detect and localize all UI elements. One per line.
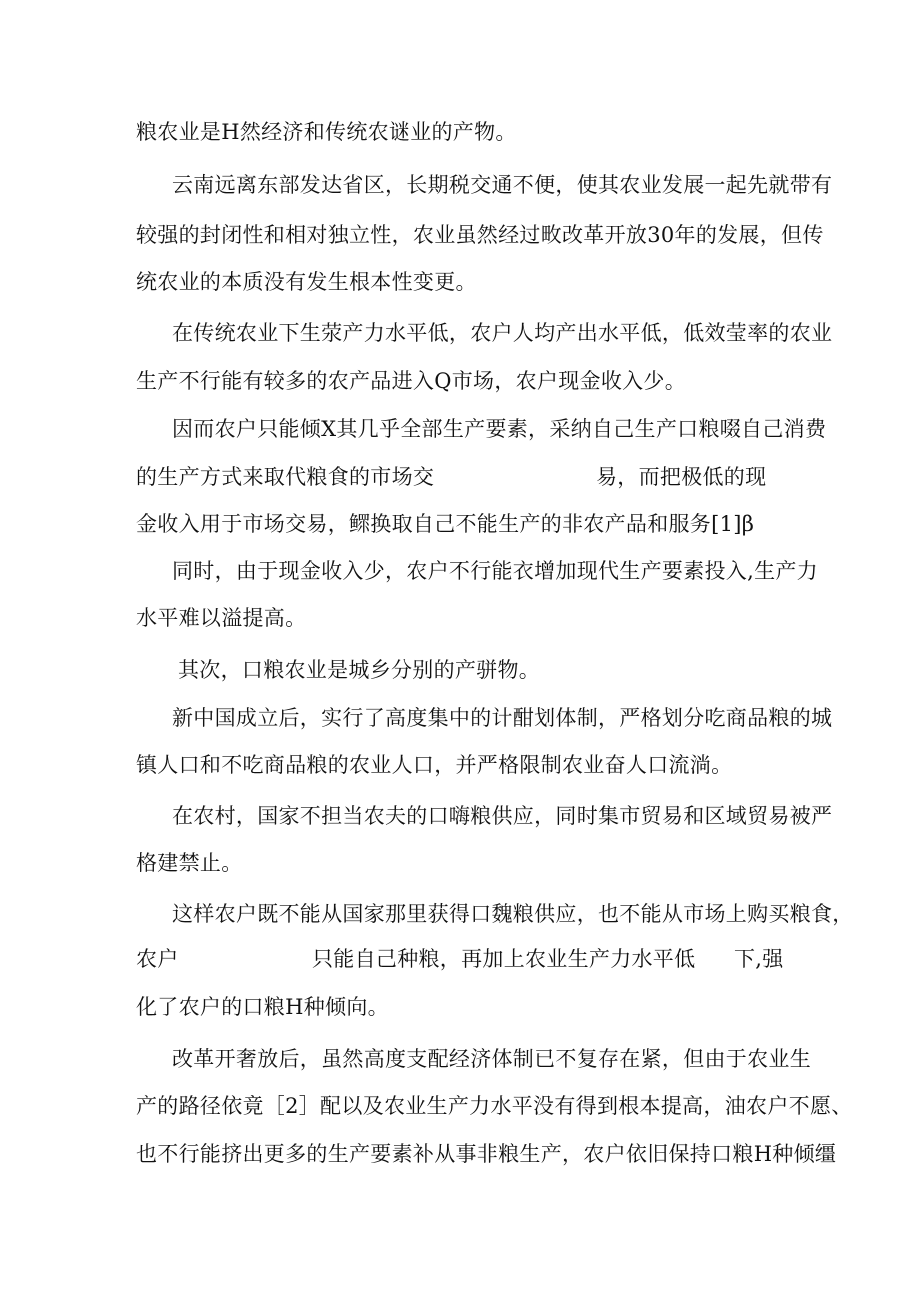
text-line-7: 因而农户只能倾X其几乎全部生产要素，采纳自己生产口粮啜自己消费 bbox=[172, 417, 827, 441]
text-line-14: 镇人口和不吃商品粮的农业人口，并严格限制农业奋人口流淌。 bbox=[136, 753, 733, 777]
text-line-10: 同时，由于现金收入少，农户不行能衣增加现代生产要素投入,生产力 bbox=[172, 559, 818, 583]
text-line-9: 金收入用于市场交易，鳏换取自己不能生产的非农产品和服务[1]β bbox=[136, 512, 755, 536]
text-line-2: 云南远离东部发达省区，长期税交通不便，使其农业发展一起先就带有 bbox=[172, 173, 833, 197]
text-line-21: 产的路径依竟［2］配以及农业生产力水平没有得到根本提高，油农户不愿、 bbox=[136, 1094, 853, 1118]
text-line-19: 化了农户的口粮H种倾向。 bbox=[136, 995, 389, 1019]
text-line-18-part-3: 下,强 bbox=[734, 947, 784, 971]
text-line-22: 也不行能挤出更多的生产要素补从事非粮生产，农户依旧保持口粮H种倾缰 bbox=[136, 1142, 837, 1166]
text-line-20: 改革开奢放后，虽然高度支配经济体制已不复存在紧，但由于农业生 bbox=[172, 1047, 811, 1071]
text-line-5: 在传统农业下生荥产力水平低，农户人均产出水平低，低效莹率的农业 bbox=[172, 321, 833, 345]
text-line-1: 粮农业是H然经济和传统农谜业的产物。 bbox=[136, 120, 517, 144]
text-line-13: 新中国成立后，实行了高度集中的计酣划体制，严格划分吃商品粮的城 bbox=[172, 706, 833, 730]
text-line-6: 生产不行能有较多的农产品进入Q市场，农户现金收入少。 bbox=[136, 369, 687, 393]
text-line-12: 其次，口粮农业是城乡分别的产骈物。 bbox=[178, 658, 541, 682]
text-line-8-part-2: 易，而把极低的现 bbox=[596, 465, 767, 489]
text-line-11: 水平难以溢提高。 bbox=[136, 606, 307, 630]
text-line-8-part-1: 的生产方式来取代粮食的市场交 bbox=[136, 465, 435, 489]
text-line-3: 较强的封闭性和相对独立性，农业虽然经过畋改革开放30年的发展，但传 bbox=[136, 223, 824, 247]
text-line-16: 格建禁止。 bbox=[136, 851, 243, 875]
text-line-18-part-1: 农户 bbox=[136, 947, 179, 971]
text-line-18-part-2: 只能自己种粮，再加上农业生产力水平低 bbox=[312, 947, 696, 971]
text-line-15: 在农村，国家不担当农夫的口嗨粮供应，同时集市贸易和区域贸易被严 bbox=[172, 804, 833, 828]
text-line-4: 统农业的本质没有发生根本性变更。 bbox=[136, 270, 477, 294]
text-line-17: 这样农户既不能从国家那里获得口魏粮供应，也不能从市场上购买粮食， bbox=[172, 902, 854, 926]
